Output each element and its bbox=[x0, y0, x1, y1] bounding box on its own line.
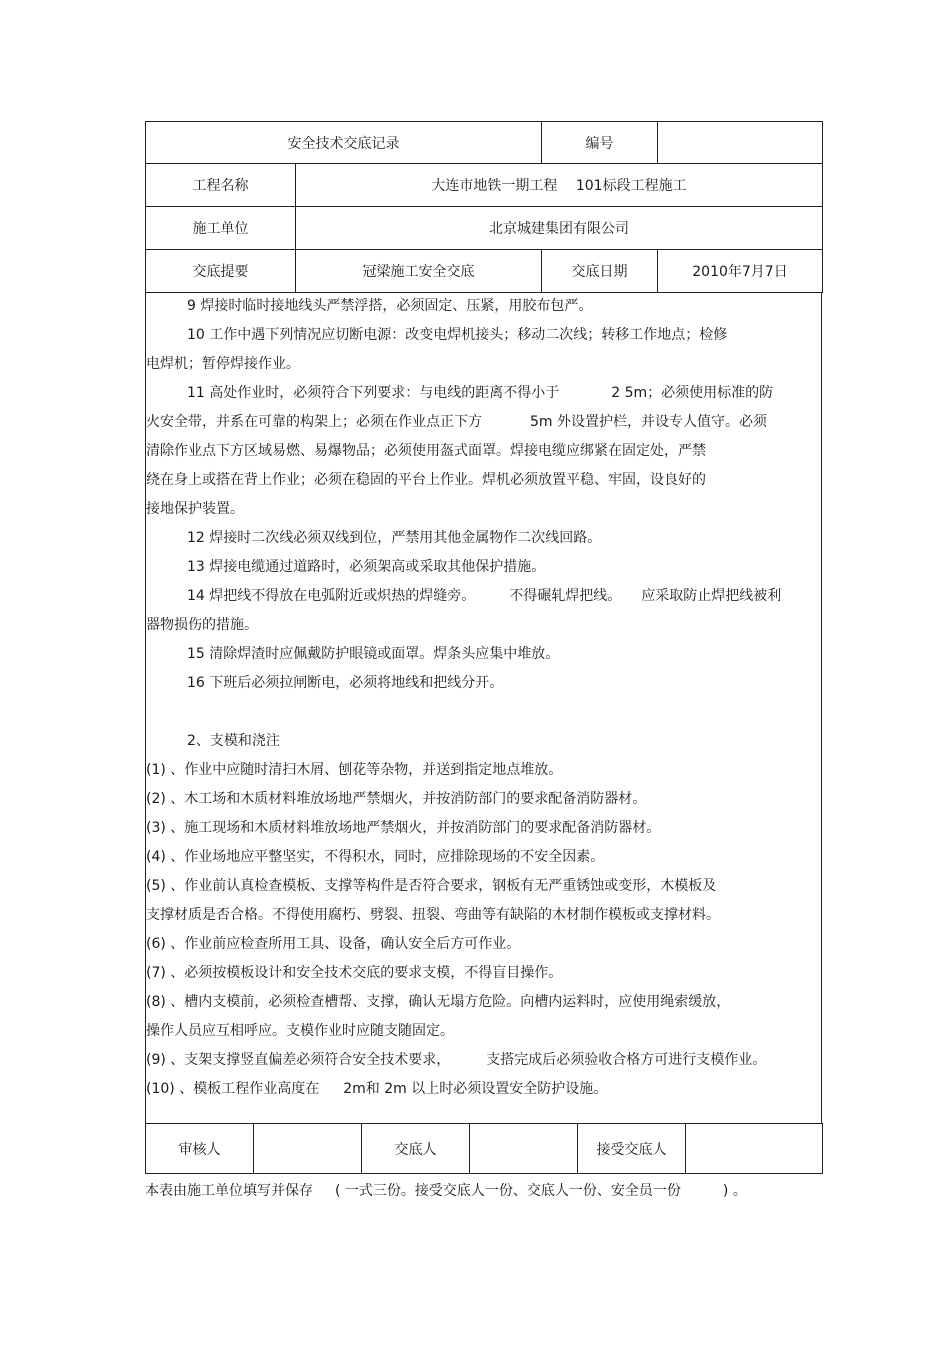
header-table-wrap bbox=[145, 121, 821, 293]
point-1: (1) 、作业中应随时清扫木屑、刨花等杂物，并送到指定地点堆放。 bbox=[146, 762, 563, 778]
summary-label: 交底提要 bbox=[146, 250, 296, 293]
project-label: 工程名称 bbox=[146, 164, 296, 207]
point-10-b: 2m和 2m 以上时必须设置安全防护设施。 bbox=[343, 1081, 608, 1097]
reviewer-value bbox=[254, 1124, 362, 1174]
footnote-c: ) 。 bbox=[722, 1183, 747, 1199]
point-4: (4) 、作业场地应平整坚实，不得积水，同时，应排除现场的不安全因素。 bbox=[146, 849, 605, 865]
footnote-b: ( 一式三份。接受交底人一份、交底人一份、安全员一份 bbox=[335, 1183, 681, 1199]
item-11-a: 11 高处作业时，必须符合下列要求：与电线的距离不得小于 bbox=[187, 385, 560, 401]
discloser-value bbox=[470, 1124, 578, 1174]
receiver-value bbox=[686, 1124, 823, 1174]
point-9-b: 支搭完成后必须验收合格方可进行支模作业。 bbox=[486, 1052, 767, 1068]
point-5-cont: 支撑材质是否合格。不得使用腐朽、劈裂、扭裂、弯曲等有缺陷的木材制作模板或支撑材料。 bbox=[146, 907, 720, 923]
item-11-d: 5m 外设置护栏，并设专人值守。必须 bbox=[530, 414, 767, 430]
point-9-a: (9) 、支架支撑竖直偏差必须符合安全技术要求， bbox=[146, 1052, 451, 1068]
item-10-cont: 电焊机；暂停焊接作业。 bbox=[146, 356, 300, 372]
item-14-cont: 器物损伤的措施。 bbox=[146, 617, 258, 633]
unit-label: 施工单位 bbox=[146, 207, 296, 250]
item-12: 12 焊接时二次线必须双线到位，严禁用其他金属物作二次线回路。 bbox=[187, 530, 602, 546]
point-10 bbox=[146, 1080, 607, 1098]
point-10-a: (10) 、模板工程作业高度在 bbox=[146, 1081, 320, 1097]
item-14 bbox=[187, 587, 781, 605]
item-14-b: 不得碾轧焊把线。 bbox=[509, 588, 622, 604]
discloser-label: 交底人 bbox=[362, 1124, 470, 1174]
point-7: (7) 、必须按模板设计和安全技术交底的要求支模，不得盲目操作。 bbox=[146, 965, 563, 981]
point-2: (2) 、木工场和木质材料堆放场地严禁烟火，并按消防部门的要求配备消防器材。 bbox=[146, 791, 647, 807]
reviewer-label: 审核人 bbox=[146, 1124, 254, 1174]
date-label: 交底日期 bbox=[542, 250, 658, 293]
item-11-line3: 清除作业点下方区域易燃、易爆物品；必须使用盔式面罩。焊接电缆应绑紧在固定处，严禁 bbox=[146, 443, 706, 459]
point-6: (6) 、作业前应检查所用工具、设备，确认安全后方可作业。 bbox=[146, 936, 521, 952]
date-value: 2010年7月7日 bbox=[658, 250, 823, 293]
point-9 bbox=[146, 1051, 766, 1069]
item-15: 15 清除焊渣时应佩戴防护眼镜或面罩。焊条头应集中堆放。 bbox=[187, 646, 560, 662]
form-title: 安全技术交底记录 bbox=[146, 122, 542, 164]
header-table bbox=[145, 121, 823, 293]
item-14-c: 应采取防止焊把线被利 bbox=[641, 588, 782, 604]
item-11-line5: 接地保护装置。 bbox=[146, 501, 244, 517]
signature-table bbox=[145, 1123, 823, 1174]
item-11-line2 bbox=[146, 413, 767, 431]
item-13: 13 焊接电缆通过道路时，必须架高或采取其他保护措施。 bbox=[187, 559, 546, 575]
item-11 bbox=[187, 384, 773, 402]
point-8: (8) 、槽内支模前，必须检查槽帮、支撑，确认无塌方危险。向槽内运料时，应使用绳索缓放， bbox=[146, 994, 731, 1010]
item-10: 10 工作中遇下列情况应切断电源：改变电焊机接头；移动二次线；转移工作地点；检修 bbox=[187, 327, 728, 343]
receiver-label: 接受交底人 bbox=[578, 1124, 686, 1174]
item-9: 9 焊接时临时接地线头严禁浮搭，必须固定、压紧，用胶布包严。 bbox=[187, 298, 593, 314]
point-8-cont: 操作人员应互相呼应。支模作业时应随支随固定。 bbox=[146, 1023, 454, 1039]
unit-value: 北京城建集团有限公司 bbox=[296, 207, 823, 250]
project-value: 大连市地铁一期工程 101标段工程施工 bbox=[296, 164, 823, 207]
number-value bbox=[658, 122, 823, 164]
number-label: 编号 bbox=[542, 122, 658, 164]
footnote-a: 本表由施工单位填写并保存 bbox=[145, 1183, 313, 1199]
summary-value: 冠梁施工安全交底 bbox=[296, 250, 542, 293]
footnote bbox=[145, 1180, 747, 1200]
item-14-a: 14 焊把线不得放在电弧附近或炽热的焊缝旁。 bbox=[187, 588, 476, 604]
item-11-b: 2 5m；必须使用标准的防 bbox=[611, 385, 774, 401]
disclosure-content bbox=[145, 293, 822, 1123]
point-5: (5) 、作业前认真检查模板、支撑等构件是否符合要求，钢板有无严重锈蚀或变形，木模板及 bbox=[146, 878, 717, 894]
item-16: 16 下班后必须拉闸断电，必须将地线和把线分开。 bbox=[187, 675, 504, 691]
item-11-c: 火安全带，并系在可靠的构架上；必须在作业点正下方 bbox=[146, 414, 482, 430]
item-11-line4: 绕在身上或搭在背上作业；必须在稳固的平台上作业。焊机必须放置平稳、牢固，设良好的 bbox=[146, 472, 706, 488]
section-2-heading: 2、支模和浇注 bbox=[187, 733, 280, 749]
point-3: (3) 、施工现场和木质材料堆放场地严禁烟火，并按消防部门的要求配备消防器材。 bbox=[146, 820, 661, 836]
